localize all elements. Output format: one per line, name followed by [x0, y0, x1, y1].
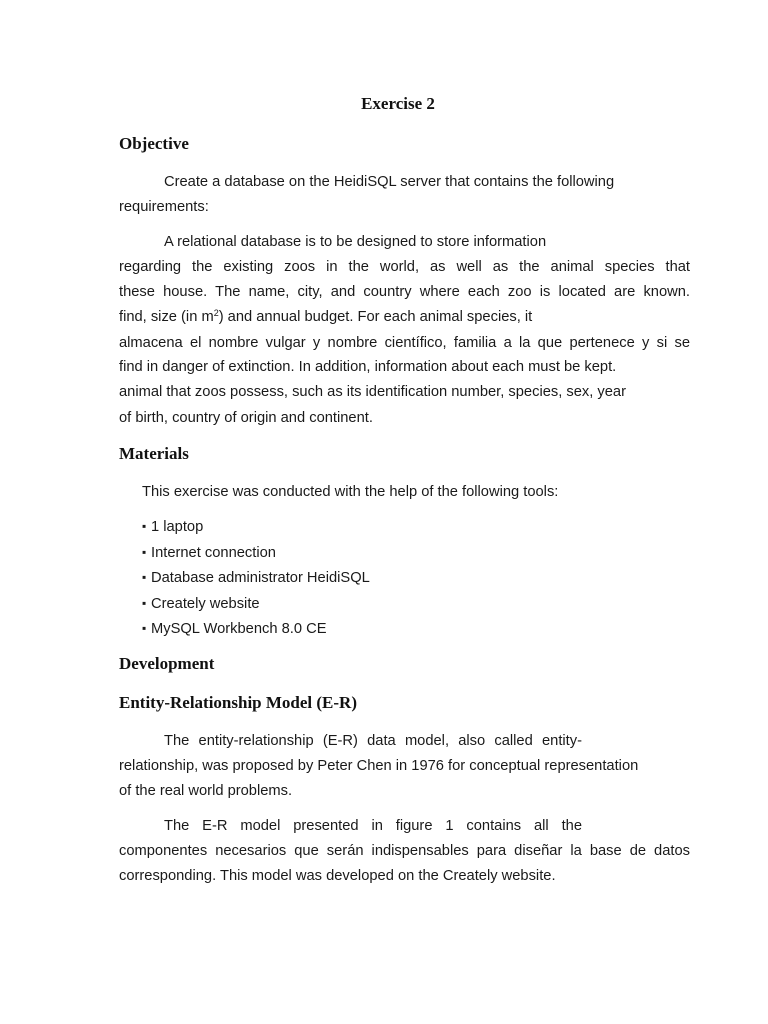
materials-item-label: Internet connection: [151, 545, 276, 561]
size-text-prefix: find, size (in m: [119, 309, 214, 325]
materials-list-item: [142, 619, 327, 638]
objective-requirements-line: regarding the existing zoos in the world, as well as the animal species that: [119, 259, 690, 275]
materials-item-label: MySQL Workbench 8.0 CE: [151, 621, 327, 637]
figure-description-line: corresponding. This model was developed on the Creately website.: [119, 868, 556, 884]
size-text-suffix: ) and annual budget. For each animal species, it: [218, 309, 533, 325]
materials-list-item: [142, 517, 203, 536]
materials-item-label: Database administrator HeidiSQL: [151, 570, 370, 586]
objective-requirements-line: these house. The name, city, and country where each zoo is located are known.: [119, 284, 690, 300]
materials-intro: This exercise was conducted with the help of the following tools:: [142, 484, 559, 500]
er-model-paragraph-line: The entity-relationship (E-R) data model, also called entity-: [164, 733, 582, 749]
materials-heading: Materials: [119, 444, 189, 463]
objective-requirements-line: find in danger of extinction. In addition, information about each must be kept.: [119, 359, 617, 375]
objective-paragraph-line: requirements:: [119, 199, 209, 215]
bullet-icon: ▪: [142, 519, 147, 533]
er-model-paragraph-line: relationship, was proposed by Peter Chen in 1976 for conceptual representation: [119, 758, 639, 774]
document-title: Exercise 2: [361, 94, 435, 113]
objective-requirements-line: animal that zoos possess, such as its identification number, species, sex, year: [119, 384, 626, 400]
bullet-icon: ▪: [142, 596, 147, 610]
materials-list-item: [142, 543, 276, 562]
figure-description-line: The E-R model presented in figure 1 contains all the: [164, 818, 582, 834]
materials-item-label: Creately website: [151, 596, 260, 612]
objective-heading: Objective: [119, 134, 189, 153]
bullet-icon: ▪: [142, 621, 147, 635]
er-model-heading: Entity-Relationship Model (E-R): [119, 693, 357, 712]
objective-paragraph-line: Create a database on the HeidiSQL server that contains the following: [164, 174, 615, 190]
materials-list-item: [142, 568, 370, 587]
objective-requirements-line: [119, 308, 532, 326]
objective-requirements-line: A relational database is to be designed to store information: [164, 234, 547, 250]
bullet-icon: ▪: [142, 570, 147, 584]
materials-list-item: [142, 594, 260, 613]
development-heading: Development: [119, 654, 215, 673]
bullet-icon: ▪: [142, 545, 147, 559]
square-meter-superscript: 2: [213, 308, 219, 318]
figure-description-line: componentes necesarios que serán indispensables para diseñar la base de datos: [119, 843, 690, 859]
objective-requirements-line: almacena el nombre vulgar y nombre científico, familia a la que pertenece y si se: [119, 335, 690, 351]
objective-requirements-line: of birth, country of origin and continent.: [119, 410, 373, 426]
materials-item-label: 1 laptop: [151, 519, 204, 535]
er-model-paragraph-line: of the real world problems.: [119, 783, 293, 799]
